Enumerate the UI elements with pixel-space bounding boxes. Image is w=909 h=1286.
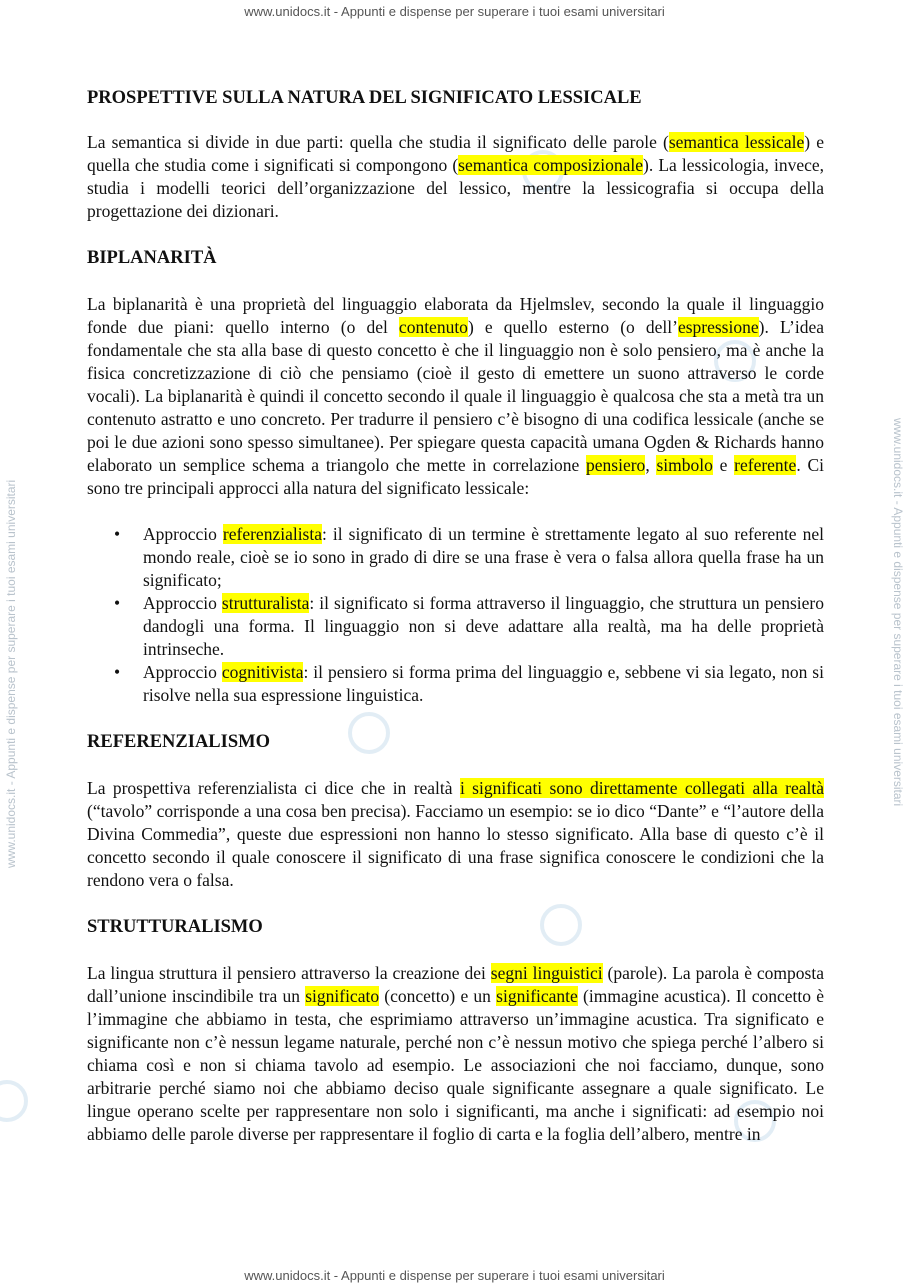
list-item bbox=[87, 523, 824, 592]
text-run: La biplanarità è una proprietà del linguaggio elaborata da Hjelmslev, secondo la quale il linguaggio fonde due piani: quello interno (o del bbox=[87, 294, 824, 337]
text-run: , bbox=[645, 455, 657, 475]
highlight: strutturalista bbox=[221, 593, 310, 613]
text-run: e bbox=[712, 455, 735, 475]
highlight: pensiero bbox=[586, 455, 646, 475]
side-watermark-left: www.unidocs.it - Appunti e dispense per superare i tuoi esami universitari bbox=[4, 479, 18, 868]
text-run: Approccio bbox=[143, 593, 222, 613]
text-run: (immagine acustica). Il concetto è l’immagine che abbiamo in testa, che esprimiamo attraverso un’immagine acustica. Tra significato e significante non c’è nessun legame naturale, perché non c’è nessun motivo che spiega perché l’albero si chiama così e non si chiama tavolo ad esempio. Le associazioni che noi facciamo, dunque, sono arbitrarie perché siamo noi che abbiamo deciso quale significante assegnare a quale significato. Le lingue operano scelte per rappresentare non solo i significanti, ma anche i significati: ad esempio noi abbiamo delle parole diverse per rappresentare il foglio di carta e la foglia dell’albero, mentre in bbox=[87, 986, 825, 1144]
highlight: simbolo bbox=[656, 455, 713, 475]
highlight: cognitivista bbox=[221, 662, 304, 682]
text-run: Approccio bbox=[143, 524, 223, 544]
list-item bbox=[87, 592, 824, 661]
text-run: ). La lessicologia, invece, studia i modelli teorici dell’organizzazione del lessico, mentre la lessicografia si occupa della progettazione dei dizionari. bbox=[87, 155, 824, 221]
text-run: (parole). La parola è composta dall’unione inscindibile tra un bbox=[87, 963, 824, 1006]
text-run: : il pensiero si forma prima del linguaggio e, sebbene vi sia legato, non si risolve nella sua espressione linguistica. bbox=[143, 662, 824, 705]
text-run: La prospettiva referenzialista ci dice che in realtà bbox=[87, 778, 460, 798]
list-item bbox=[87, 661, 824, 707]
highlight: i significati sono direttamente collegati alla realtà bbox=[459, 778, 824, 798]
section-title-biplanarita: BIPLANARITÀ bbox=[87, 248, 217, 268]
bullet: • bbox=[114, 662, 121, 682]
text-run: (“tavolo” corrisponde a una cosa ben precisa). Facciamo un esempio: se io dico “Dante” e “l’autore della Divina Commedia”, queste due espressioni non hanno lo stesso significato. Alla base di questo c’è il concetto secondo il quale conoscere il significato di una frase significa conoscere le condizioni che la rendono vera o falsa. bbox=[87, 801, 824, 890]
paragraph-biplanarita bbox=[87, 293, 824, 500]
text-run: La lingua struttura il pensiero attraverso la creazione dei bbox=[87, 963, 491, 983]
text-run: ). L’idea fondamentale che sta alla base di questo concetto è che il linguaggio non è solo pensiero, ma è anche la fisica concretizzazione di ciò che pensiamo (cioè il gesto di emettere un suono attraverso le corde vocali). La biplanarità è quindi il concetto secondo il quale il linguaggio è qualcosa che sta a metà tra un contenuto astratto e uno concreto. Per tradurre il pensiero c’è bisogno di una codifica lessicale (anche se poi le due azioni sono spesso simultanee). Per spiegare questa capacità umana Ogden & Richards hanno elaborato un semplice schema a triangolo che mette in correlazione bbox=[87, 317, 824, 475]
highlight: semantica composizionale bbox=[458, 155, 644, 175]
text-run: . Ci sono tre principali approcci alla natura del significato lessicale: bbox=[87, 455, 824, 498]
highlight: segni linguistici bbox=[490, 963, 603, 983]
section-title-prospettive: PROSPETTIVE SULLA NATURA DEL SIGNIFICATO LESSICALE bbox=[87, 88, 642, 108]
highlight: referenzialista bbox=[222, 524, 323, 544]
unidocs-logo-watermark bbox=[0, 1080, 28, 1122]
side-watermark-right: www.unidocs.it - Appunti e dispense per superare i tuoi esami universitari bbox=[891, 418, 905, 807]
highlight: referente bbox=[734, 455, 797, 475]
paragraph-semantica bbox=[87, 131, 824, 223]
text-run: La semantica si divide in due parti: quella che studia il significato delle parole ( bbox=[87, 132, 669, 152]
text-run: : il significato di un termine è strettamente legato al suo referente nel mondo reale, cioè se io sono in grado di dire se una frase è vera o falsa allora quella frase ha un significato; bbox=[143, 524, 824, 590]
highlight: significato bbox=[305, 986, 380, 1006]
bullet: • bbox=[114, 524, 121, 544]
highlight: espressione bbox=[677, 317, 759, 337]
text-run: Approccio bbox=[143, 662, 222, 682]
text-run: ) e quella che studia come i significati si compongono ( bbox=[87, 132, 824, 175]
text-run: ) e quello esterno (o dell’ bbox=[467, 317, 678, 337]
section-title-referenzialismo: REFERENZIALISMO bbox=[87, 732, 270, 752]
document-page bbox=[87, 86, 824, 1146]
footer-watermark: www.unidocs.it - Appunti e dispense per superare i tuoi esami universitari bbox=[244, 1268, 665, 1283]
highlight: contenuto bbox=[398, 317, 468, 337]
highlight: semantica lessicale bbox=[668, 132, 805, 152]
bullet: • bbox=[114, 593, 121, 613]
paragraph-strutturalismo bbox=[87, 962, 824, 1146]
section-title-strutturalismo: STRUTTURALISMO bbox=[87, 917, 263, 937]
text-run: (concetto) e un bbox=[379, 986, 497, 1006]
paragraph-referenzialismo bbox=[87, 777, 824, 892]
highlight: significante bbox=[496, 986, 578, 1006]
text-run: : il significato si forma attraverso il linguaggio, che struttura un pensiero dandogli una forma. Il linguaggio non si deve adattare alla realtà, ma ha delle proprietà intrinseche. bbox=[143, 593, 824, 659]
approcci-list bbox=[87, 523, 824, 707]
header-watermark: www.unidocs.it - Appunti e dispense per superare i tuoi esami universitari bbox=[244, 4, 665, 19]
